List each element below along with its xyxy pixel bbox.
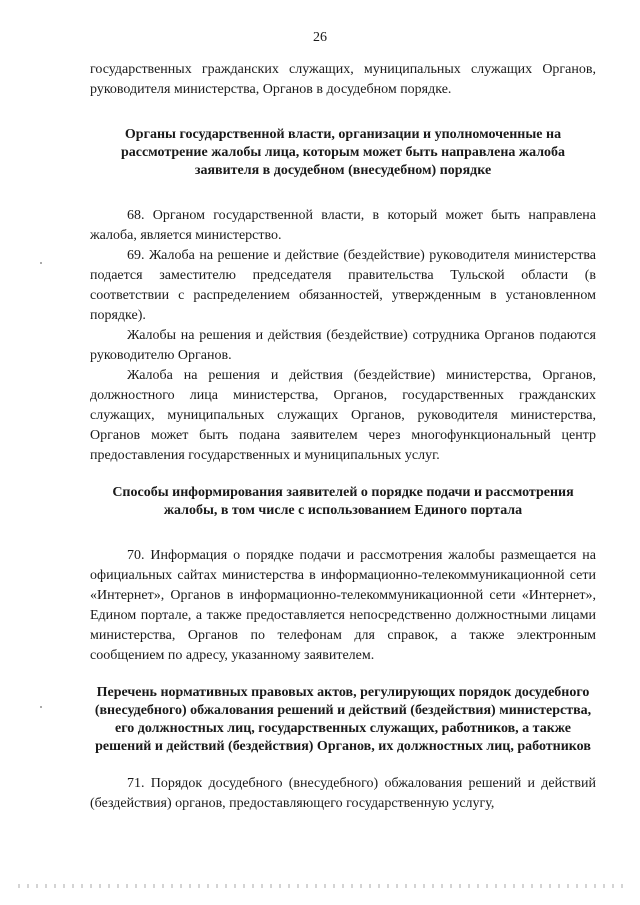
paragraph-70: 70. Информация о порядке подачи и рассмотрения жалобы размещается на официальных сайтах министерства в информационно-телекоммуникационной сети «Интернет», Органов в информационно-телекоммуникационной сети «Интернет», Едином портале, а также предоставляется непосредственно должностными лицами министерства, Органов по телефонам для справок, а также электронным сообщением по адресу, указанному заявителем.: [90, 548, 596, 663]
scan-artifact: [40, 706, 42, 708]
section-heading-complaint-bodies: Органы государственной власти, организации и уполномоченные на рассмотрение жалобы лица, которым может быть направлена жалоба заявителя в досудебном (внесудебном) порядке: [120, 127, 566, 178]
paragraph-71: 71. Порядок досудебного (внесудебного) обжалования решений и действий (бездействия) органов, предоставляющего государственную услугу,: [90, 776, 596, 811]
paragraph-69-mfc: Жалоба на решения и действия (бездействие) министерства, Органов, должностного лица министерства, Органов, государственных гражданских служащих, муниципальных служащих Органов, руководителя министерства, Органов может быть подана заявителем через многофункциональный центр предоставления государственных и муниципальных услуг.: [90, 368, 596, 463]
section-heading-informing-methods: Способы информирования заявителей о порядке подачи и рассмотрения жалобы, в том числе с использованием Единого портала: [112, 485, 574, 518]
scan-artifact: [40, 262, 42, 264]
paragraph-69: 69. Жалоба на решение и действие (бездействие) руководителя министерства подается заместителю председателя правительства Тульской области (в соответствии с распределением обязанностей, утвержденным в установленном порядке).: [90, 248, 596, 323]
paragraph-continuation: государственных гражданских служащих, муниципальных служащих Органов, руководителя министерства, Органов в досудебном порядке.: [90, 62, 596, 97]
scan-artifact-footer: [18, 884, 624, 888]
page-number: 26: [313, 30, 327, 45]
section-heading-legal-acts: Перечень нормативных правовых актов, регулирующих порядок досудебного (внесудебного) обжалования решений и действий (бездействия) министерства, его должностных лиц, государственных служащих, работников, а также решений и действий (бездействия) Органов, их должностных лиц, работников: [94, 685, 592, 754]
document-body: [90, 60, 596, 814]
paragraph-68: 68. Органом государственной власти, в который может быть направлена жалоба, является министерство.: [90, 208, 596, 243]
paragraph-69-staff: Жалобы на решения и действия (бездействие) сотрудника Органов подаются руководителю Органов.: [90, 328, 596, 363]
